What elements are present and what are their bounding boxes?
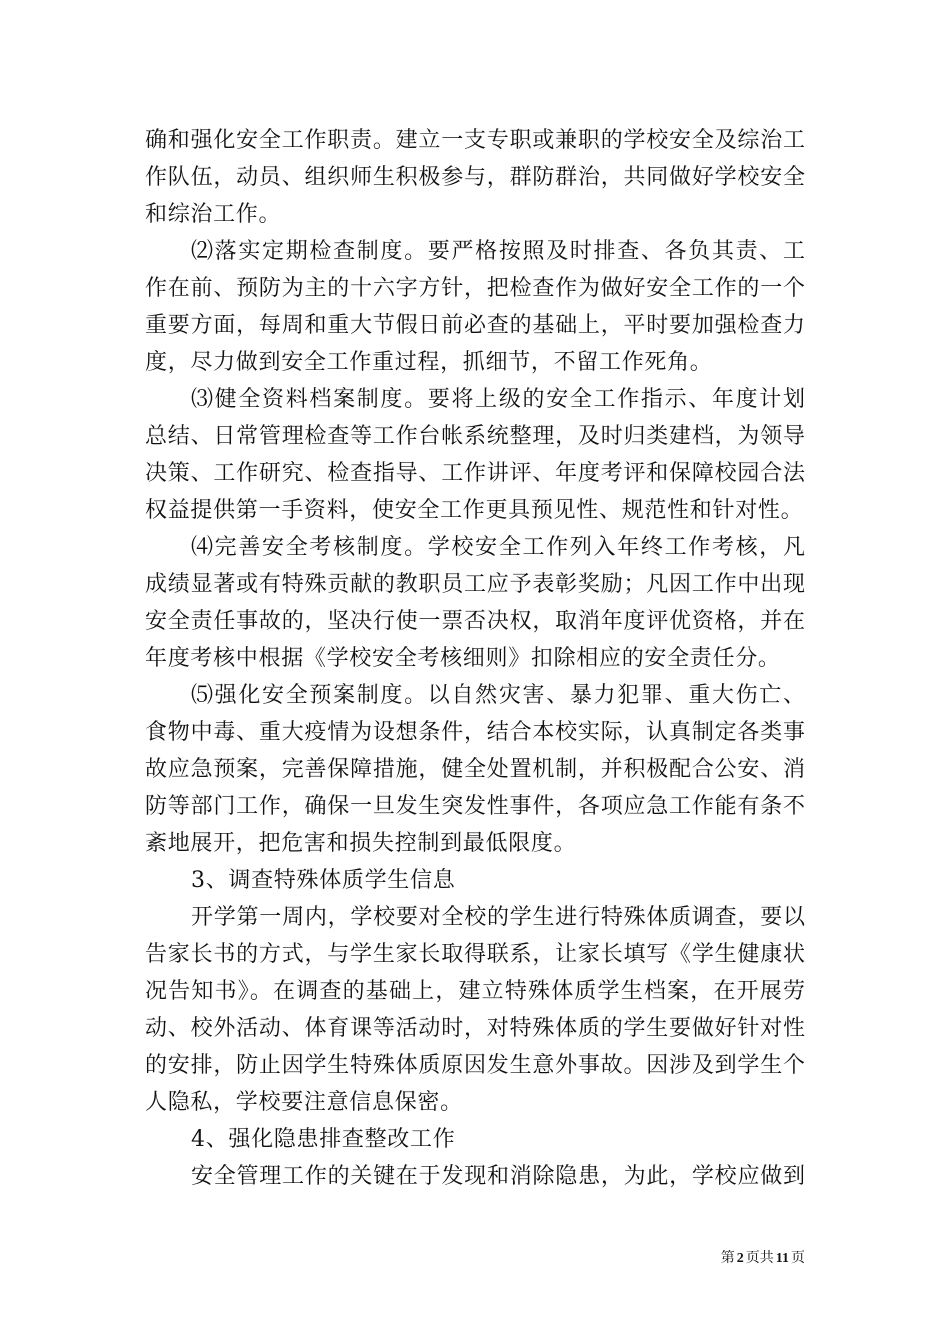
footer-middle: 页共 [745,1250,774,1266]
section-heading-4 [145,1121,805,1158]
text-line: 紊地展开，把危害和损失控制到最低限度。 [145,831,577,856]
heading-line: 3、调查特殊体质学生信息 [191,868,456,893]
document-body [145,122,805,1195]
text-line: 故应急预案，完善保障措施，健全处置机制，并积极配合公安、消 [145,757,805,782]
footer-prefix: 第 [720,1250,735,1266]
paragraph-archive-system [145,381,805,529]
footer-suffix: 页 [791,1250,805,1266]
text-line: 重要方面，每周和重大节假日前必查的基础上，平时要加强检查力 [145,313,805,338]
paragraph-assessment-system [145,529,805,677]
paragraph-emergency-plan [145,677,805,862]
text-line: 况告知书》。在调查的基础上，建立特殊体质学生档案，在开展劳 [145,979,805,1004]
text-line: 作在前、预防为主的十六字方针，把检查作为做好安全工作的一个 [145,276,805,301]
text-line: 开学第一周内，学校要对全校的学生进行特殊体质调查，要以 [191,905,805,930]
text-line: 安全管理工作的关键在于发现和消除隐患，为此，学校应做到 [191,1164,805,1189]
text-line: 防等部门工作，确保一旦发生突发性事件，各项应急工作能有条不 [145,794,805,819]
total-page-count: 11 [775,1251,789,1266]
text-line: 总结、日常管理检查等工作台帐系统整理，及时归类建档，为领导 [145,424,805,449]
text-line: 权益提供第一手资料，使安全工作更具预见性、规范性和针对性。 [145,498,804,523]
text-line: 人隐私，学校要注意信息保密。 [145,1090,463,1115]
text-line: 的安排，防止因学生特殊体质原因发生意外事故。因涉及到学生个 [145,1053,805,1078]
paragraph-periodic-inspection [145,233,805,381]
text-line: 动、校外活动、体育课等活动时，对特殊体质的学生要做好针对性 [145,1016,805,1041]
text-line: 度，尽力做到安全工作重过程，抓细节，不留工作死角。 [145,350,713,375]
text-line: 食物中毒、重大疫情为设想条件，结合本校实际，认真制定各类事 [145,720,805,745]
text-line: ⑵落实定期检查制度。要严格按照及时排查、各负其责、工 [191,239,805,264]
current-page-number: 2 [736,1251,744,1266]
paragraph-special-constitution [145,899,805,1121]
text-line: 作队伍，动员、组织师生积极参与，群防群治，共同做好学校安全 [145,165,805,190]
text-line: 告家长书的方式，与学生家长取得联系，让家长填写《学生健康状 [145,942,805,967]
paragraph-hazard-inspection [145,1158,805,1195]
text-line: ⑷完善安全考核制度。学校安全工作列入年终工作考核，凡 [191,535,805,560]
text-line: 年度考核中根据《学校安全考核细则》扣除相应的安全责任分。 [145,646,781,671]
paragraph-continued [145,122,805,233]
text-line: 决策、工作研究、检查指导、工作讲评、年度考评和保障校园合法 [145,461,805,486]
text-line: 确和强化安全工作职责。建立一支专职或兼职的学校安全及综治工 [145,128,805,153]
text-line: ⑶健全资料档案制度。要将上级的安全工作指示、年度计划 [191,387,805,412]
section-heading-3 [145,862,805,899]
heading-line: 4、强化隐患排查整改工作 [191,1127,456,1152]
text-line: 和综治工作。 [145,202,282,227]
page-number-footer [721,1247,805,1269]
text-line: 成绩显著或有特殊贡献的教职员工应予表彰奖励；凡因工作中出现 [145,572,805,597]
text-line: 安全责任事故的，坚决行使一票否决权，取消年度评优资格，并在 [145,609,805,634]
text-line: ⑸强化安全预案制度。以自然灾害、暴力犯罪、重大伤亡、 [191,683,805,708]
